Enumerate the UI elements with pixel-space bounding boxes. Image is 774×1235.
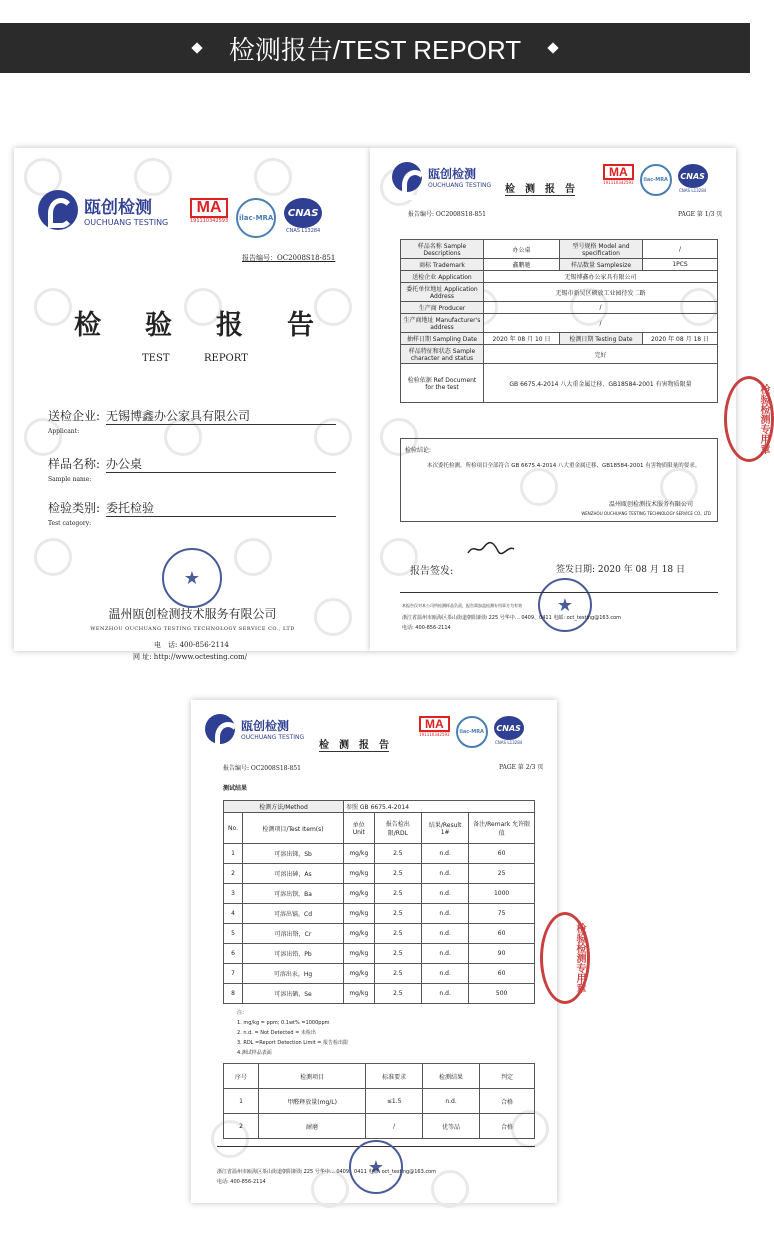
conclusion-company-cn: 温州瓯创检测技术服务有限公司 (608, 501, 693, 508)
diamond-icon (547, 42, 558, 53)
table-row: 检验依据 Ref Document for the test GB 6675.4-2014 八大重金属迁移、GB18584-2001 有害物质限量 (401, 364, 718, 403)
page-header-title: 检 测 报 告 (505, 180, 575, 196)
applicant-en: Applicant: (48, 428, 80, 435)
certification-logos (190, 198, 322, 238)
table-row: 样品特征和状态 Sample character and status 完好 (401, 345, 718, 364)
table-header-row: No. 检测项目/Test Item(s) 单位 Unit 报告检出限/RDL 结果/Result 1# 备注/Remark 允许限值 (224, 813, 535, 844)
official-stamp (349, 1140, 403, 1194)
page-number: PAGE 第 1/3 页 (678, 211, 723, 218)
logo-icon (392, 162, 422, 192)
banner-title: 检测报告/TEST REPORT (228, 34, 522, 65)
table-row: 样品名称 Sample Descriptions 办公桌 型号规格 Model and specification / (401, 240, 718, 259)
table-row: 3 可溶出钡，Ba mg/kg 2.5 n.d. 1000 (224, 884, 535, 904)
table-row: 2 可溶出砷，As mg/kg 2.5 n.d. 25 (224, 864, 535, 884)
conclusion-company-en: WENZHOU OUCHUANG TESTING TECHNOLOGY SERVICE CO., LTD (581, 511, 711, 516)
report-title: 检 验 报 告 (74, 310, 314, 341)
section-title: 测试结果 (223, 785, 248, 792)
category-label: 检验类别: (48, 501, 101, 515)
official-stamp (538, 578, 592, 632)
company-name-en: WENZHOU OUCHUANG TESTING TECHNOLOGY SERVICE CO., LTD (90, 626, 295, 632)
applicant-value: 无锡博鑫办公家具有限公司 (106, 407, 336, 425)
ilac-mra-logo: ilac-MRA (236, 198, 276, 238)
signer-label: 报告签发: (410, 566, 454, 577)
report-number: 报告编号: OC2008S18-851 (408, 211, 486, 218)
formaldehyde-table (223, 1063, 535, 1139)
signature (466, 541, 516, 557)
company-phone: 电 话: 400-856-2114 (154, 641, 229, 649)
report-number: 报告编号: OC2008S18-851 (223, 765, 301, 772)
red-seal: 检验检测专用章 (540, 912, 590, 1004)
diamond-icon (191, 42, 202, 53)
certification-logos: MA 191110342593 ilac-MRA CNAS CNAS L13284 (419, 716, 524, 748)
star-icon: ★ (556, 594, 574, 616)
star-icon: ★ (183, 567, 201, 589)
ma-mark: MA (190, 198, 228, 218)
category-value: 委托检验 (106, 499, 336, 517)
certification-logos: MA 191110342593 ilac-MRA CNAS CNAS L13284 (603, 164, 708, 196)
conclusion-text: 本次委托检测，所检项目全部符合 GB 6675.4-2014 八大重金属迁移、GB18584-2001 有害物质限量的要求。 (427, 463, 701, 469)
table-row: 2 耐磨 / 优等品 合格 (224, 1114, 535, 1139)
applicant-label: 送检企业: (48, 409, 101, 423)
table-row: 生产商 Producer / (401, 302, 718, 314)
footer-note: 本报告仅对本公司所检测样品负责，报告需加盖检测专用章方为有效 (402, 603, 522, 608)
footer-rule (400, 592, 718, 593)
table-row: 8 可溶出硒，Se mg/kg 2.5 n.d. 500 (224, 984, 535, 1004)
table-row: 委托单位地址 Application Address 无锡市新吴区硕放工业园待发二路 (401, 283, 718, 302)
sample-en: Sample name: (48, 476, 92, 483)
results-table (223, 800, 535, 1004)
watermark-icon (431, 1170, 469, 1208)
table-row: 5 可溶出铬，Cr mg/kg 2.5 n.d. 60 (224, 924, 535, 944)
logo-icon (205, 714, 235, 744)
watermark-icon (234, 538, 272, 576)
table-row: 6 可溶出铅，Pb mg/kg 2.5 n.d. 90 (224, 944, 535, 964)
table-row: 4 可溶出镉，Cd mg/kg 2.5 n.d. 75 (224, 904, 535, 924)
report-cover-page (14, 148, 371, 651)
table-row: 检测方法/Method 参照 GB 6675.4-2014 (224, 801, 535, 813)
brand-logo (38, 190, 168, 230)
page-number: PAGE 第 2/3 页 (499, 764, 544, 771)
footer-phone: 电话: 400-856-2114 (217, 1179, 266, 1185)
watermark-icon (311, 1170, 349, 1208)
table-row: 生产商地址 Manufacturer's address / (401, 314, 718, 333)
cnas-number: CNAS L13284 (286, 228, 321, 234)
table-row: 抽样日期 Sampling Date 2020 年 08 月 10 日 检测日期 Testing Date 2020 年 08 月 18 日 (401, 333, 718, 345)
watermark-icon (254, 158, 292, 196)
footer-phone: 电话: 400-856-2114 (402, 625, 451, 631)
page-header-title: 检 测 报 告 (319, 736, 389, 752)
company-website: 网 址: http://www.octesting.com/ (133, 653, 247, 661)
table-row: 送检企业 Application 无锡博鑫办公家具有限公司 (401, 271, 718, 283)
report-page-2 (191, 700, 557, 1203)
title-en-test: TEST (142, 353, 170, 364)
footer-address: 浙江省温州市瓯海区茶山街道朝阳新街 225 号华中… 0409、0411 电邮: oct_testing@163.com (402, 615, 622, 621)
result-notes: 注： 1. mg/kg = ppm; 0.1wt% =1000ppm 2. n.d. = Not Detected = 未检出 3. RDL =Report Detection Limit = 报告检出限 4.测试样品表面 (237, 1010, 349, 1056)
star-icon: ★ (367, 1156, 385, 1178)
footer-address: 浙江省温州市瓯海区茶山街道朝阳新街 225 号华中… 0409、0411 电邮: oct_testing@163.com (217, 1169, 437, 1175)
report-page-1 (370, 148, 736, 651)
brand-logo: 瓯创检测 OUCHUANG TESTING (392, 162, 491, 192)
title-en-report: REPORT (204, 353, 248, 364)
brand-name-cn: 瓯创检测 (84, 198, 152, 218)
red-seal: 检验检测专用章 (724, 376, 774, 462)
sample-value: 办公桌 (106, 455, 336, 473)
company-name-cn: 温州瓯创检测技术服务有限公司 (108, 607, 277, 621)
sample-label: 样品名称: (48, 457, 101, 471)
watermark-icon (314, 288, 352, 326)
table-row: 1 可溶出锑，Sb mg/kg 2.5 n.d. 60 (224, 844, 535, 864)
conclusion-box (400, 438, 718, 522)
official-stamp (162, 548, 222, 608)
table-row: 商标 Trademark 鑫鹏驰 样品数量 Samplesize 1PCS (401, 259, 718, 271)
watermark-icon (34, 288, 72, 326)
ma-number: 191110342593 (190, 218, 229, 224)
table-header-row: 序号 检测项目 标准要求 检测结果 判定 (224, 1064, 535, 1089)
category-en: Test category: (48, 520, 92, 527)
report-number: 报告编号：OC2008S18-851 (242, 254, 336, 262)
sign-date: 签发日期: 2020 年 08 月 18 日 (556, 565, 686, 575)
cnas-logo: CNAS (284, 198, 322, 228)
section-banner (0, 23, 750, 73)
conclusion-label: 检验结论: (405, 447, 432, 454)
sample-info-table (400, 239, 718, 403)
logo-icon (38, 190, 78, 230)
table-row: 1 甲醛释放量(mg/L) ≤1.5 n.d. 合格 (224, 1089, 535, 1114)
watermark-icon (34, 538, 72, 576)
table-row: 7 可溶出汞，Hg mg/kg 2.5 n.d. 60 (224, 964, 535, 984)
brand-name-en: OUCHUANG TESTING (84, 218, 169, 227)
brand-logo: 瓯创检测 OUCHUANG TESTING (205, 714, 304, 744)
